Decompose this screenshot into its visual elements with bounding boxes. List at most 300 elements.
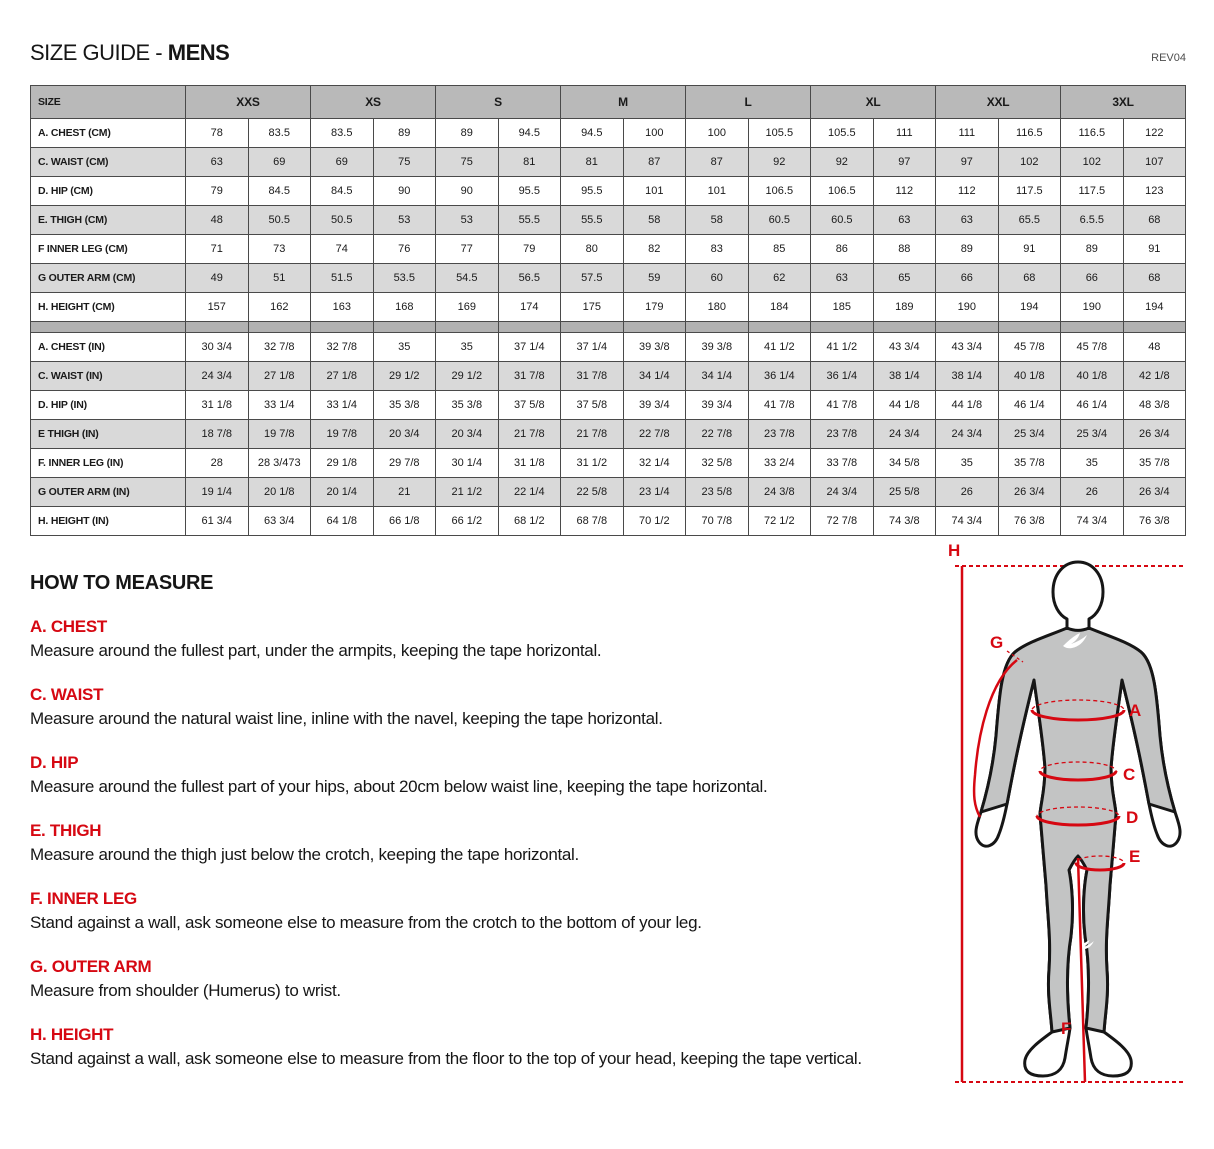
measure-heading: D. HIP (30, 753, 79, 772)
size-cell: 62 (748, 264, 811, 293)
size-cell: 117.5 (1061, 177, 1124, 206)
size-cell: 66 1/2 (436, 507, 499, 536)
size-cell: 24 3/4 (873, 420, 936, 449)
how-to-measure-section (30, 572, 935, 1070)
size-cell: 41 7/8 (811, 391, 874, 420)
row-label: C. WAIST (CM) (31, 148, 186, 177)
size-header: XXL (936, 86, 1061, 119)
size-header: S (436, 86, 561, 119)
size-cell: 76 3/8 (1123, 507, 1186, 536)
size-cell: 66 (936, 264, 999, 293)
size-cell: 180 (686, 293, 749, 322)
size-cell: 82 (623, 235, 686, 264)
size-cell: 31 1/8 (186, 391, 249, 420)
size-cell: 169 (436, 293, 499, 322)
size-cell: 50.5 (248, 206, 311, 235)
size-cell: 66 1/8 (373, 507, 436, 536)
size-cell: 29 1/2 (373, 362, 436, 391)
size-cell: 37 5/8 (498, 391, 561, 420)
size-cell: 89 (1061, 235, 1124, 264)
size-cell: 116.5 (1061, 119, 1124, 148)
table-row (31, 449, 1186, 478)
size-cell: 53 (373, 206, 436, 235)
size-cell: 64 1/8 (311, 507, 374, 536)
row-label: F. INNER LEG (IN) (31, 449, 186, 478)
size-cell: 51.5 (311, 264, 374, 293)
measure-section (30, 685, 935, 730)
size-cell: 194 (1123, 293, 1186, 322)
separator-cell (373, 322, 436, 333)
size-cell: 68 7/8 (561, 507, 624, 536)
size-cell: 107 (1123, 148, 1186, 177)
size-cell: 70 1/2 (623, 507, 686, 536)
figure-label-e: E (1129, 847, 1141, 866)
size-cell: 58 (623, 206, 686, 235)
measure-text: Stand against a wall, ask someone else to measure from the crotch to the bottom of your leg. (30, 913, 702, 932)
size-cell: 32 7/8 (311, 333, 374, 362)
table-row (31, 264, 1186, 293)
size-header: XXS (186, 86, 311, 119)
size-cell: 23 7/8 (811, 420, 874, 449)
measure-heading: A. CHEST (30, 617, 107, 636)
unit-separator-row (31, 322, 1186, 333)
size-cell: 18 7/8 (186, 420, 249, 449)
size-cell: 111 (873, 119, 936, 148)
measure-heading: G. OUTER ARM (30, 957, 152, 976)
size-cell: 35 (436, 333, 499, 362)
size-cell: 89 (936, 235, 999, 264)
separator-cell (248, 322, 311, 333)
size-cell: 74 (311, 235, 374, 264)
figure-label-g: G (990, 633, 1004, 652)
row-label: D. HIP (CM) (31, 177, 186, 206)
size-cell: 105.5 (811, 119, 874, 148)
row-label: D. HIP (IN) (31, 391, 186, 420)
size-cell: 36 1/4 (811, 362, 874, 391)
size-cell: 63 (186, 148, 249, 177)
size-cell: 86 (811, 235, 874, 264)
size-cell: 24 3/4 (811, 478, 874, 507)
size-cell: 41 1/2 (748, 333, 811, 362)
size-cell: 189 (873, 293, 936, 322)
size-cell: 75 (436, 148, 499, 177)
size-cell: 83.5 (248, 119, 311, 148)
size-cell: 23 7/8 (748, 420, 811, 449)
size-cell: 123 (1123, 177, 1186, 206)
size-cell: 20 1/8 (248, 478, 311, 507)
table-row (31, 119, 1186, 148)
size-cell: 91 (998, 235, 1061, 264)
size-cell: 74 3/8 (873, 507, 936, 536)
separator-cell (748, 322, 811, 333)
size-cell: 29 7/8 (373, 449, 436, 478)
measure-text: Stand against a wall, ask someone else to measure from the floor to the top of your head, keeping the tape vertical. (30, 1049, 862, 1068)
size-cell: 68 1/2 (498, 507, 561, 536)
size-cell: 85 (748, 235, 811, 264)
size-cell: 31 1/2 (561, 449, 624, 478)
measure-section (30, 889, 935, 934)
size-cell: 51 (248, 264, 311, 293)
size-cell: 26 (1061, 478, 1124, 507)
size-cell: 60.5 (748, 206, 811, 235)
size-cell: 34 1/4 (686, 362, 749, 391)
page-title-gender: MENS (167, 40, 230, 65)
size-cell: 70 7/8 (686, 507, 749, 536)
size-cell: 22 1/4 (498, 478, 561, 507)
size-cell: 20 3/4 (436, 420, 499, 449)
size-cell: 87 (686, 148, 749, 177)
measure-heading: F. INNER LEG (30, 889, 137, 908)
measure-text: Measure around the thigh just below the crotch, keeping the tape horizontal. (30, 845, 579, 864)
size-cell: 22 7/8 (623, 420, 686, 449)
row-label: H. HEIGHT (IN) (31, 507, 186, 536)
size-header: 3XL (1061, 86, 1186, 119)
size-cell: 33 2/4 (748, 449, 811, 478)
size-cell: 42 1/8 (1123, 362, 1186, 391)
size-cell: 68 (1123, 264, 1186, 293)
table-row (31, 420, 1186, 449)
size-cell: 46 1/4 (998, 391, 1061, 420)
separator-cell (998, 322, 1061, 333)
size-cell: 68 (998, 264, 1061, 293)
size-cell: 87 (623, 148, 686, 177)
size-cell: 69 (248, 148, 311, 177)
separator-cell (31, 322, 186, 333)
size-cell: 34 5/8 (873, 449, 936, 478)
row-label: E. THIGH (CM) (31, 206, 186, 235)
size-cell: 41 7/8 (748, 391, 811, 420)
table-row (31, 391, 1186, 420)
measure-section (30, 821, 935, 866)
size-cell: 19 1/4 (186, 478, 249, 507)
size-cell: 22 5/8 (561, 478, 624, 507)
size-cell: 27 1/8 (311, 362, 374, 391)
size-cell: 100 (686, 119, 749, 148)
size-cell: 24 3/4 (186, 362, 249, 391)
size-cell: 37 1/4 (561, 333, 624, 362)
size-cell: 163 (311, 293, 374, 322)
size-cell: 95.5 (498, 177, 561, 206)
size-cell: 28 (186, 449, 249, 478)
size-cell: 65.5 (998, 206, 1061, 235)
size-cell: 72 1/2 (748, 507, 811, 536)
separator-cell (811, 322, 874, 333)
size-cell: 190 (1061, 293, 1124, 322)
size-cell: 24 3/8 (748, 478, 811, 507)
row-label: G OUTER ARM (CM) (31, 264, 186, 293)
size-cell: 33 1/4 (248, 391, 311, 420)
size-cell: 44 1/8 (936, 391, 999, 420)
size-cell: 69 (311, 148, 374, 177)
separator-cell (1061, 322, 1124, 333)
size-cell: 97 (936, 148, 999, 177)
size-cell: 26 3/4 (1123, 420, 1186, 449)
row-label: H. HEIGHT (CM) (31, 293, 186, 322)
table-row (31, 206, 1186, 235)
separator-cell (873, 322, 936, 333)
measure-section (30, 617, 935, 662)
size-cell: 39 3/8 (686, 333, 749, 362)
size-cell: 25 3/4 (998, 420, 1061, 449)
row-label: C. WAIST (IN) (31, 362, 186, 391)
size-cell: 35 (1061, 449, 1124, 478)
table-row (31, 235, 1186, 264)
size-cell: 63 (811, 264, 874, 293)
size-cell: 84.5 (248, 177, 311, 206)
separator-cell (311, 322, 374, 333)
size-cell: 53.5 (373, 264, 436, 293)
size-cell: 112 (936, 177, 999, 206)
size-cell: 21 (373, 478, 436, 507)
size-cell: 101 (623, 177, 686, 206)
size-cell: 48 (186, 206, 249, 235)
size-cell: 63 (936, 206, 999, 235)
size-cell: 20 3/4 (373, 420, 436, 449)
size-cell: 106.5 (748, 177, 811, 206)
row-label: F INNER LEG (CM) (31, 235, 186, 264)
size-cell: 74 3/4 (1061, 507, 1124, 536)
size-cell: 75 (373, 148, 436, 177)
page-title (30, 40, 229, 66)
size-cell: 84.5 (311, 177, 374, 206)
size-column-header: SIZE (31, 86, 186, 119)
separator-cell (623, 322, 686, 333)
size-cell: 79 (498, 235, 561, 264)
size-cell: 55.5 (561, 206, 624, 235)
size-header: L (686, 86, 811, 119)
size-cell: 71 (186, 235, 249, 264)
size-cell: 185 (811, 293, 874, 322)
size-cell: 63 3/4 (248, 507, 311, 536)
size-cell: 190 (936, 293, 999, 322)
size-cell: 117.5 (998, 177, 1061, 206)
size-cell: 122 (1123, 119, 1186, 148)
size-cell: 175 (561, 293, 624, 322)
measure-sections (30, 617, 935, 1070)
figure-label-h: H (948, 541, 961, 560)
size-cell: 89 (436, 119, 499, 148)
size-cell: 23 5/8 (686, 478, 749, 507)
size-cell: 26 3/4 (998, 478, 1061, 507)
size-header-row (31, 86, 1186, 119)
size-cell: 53 (436, 206, 499, 235)
size-cell: 74 3/4 (936, 507, 999, 536)
measure-heading: C. WAIST (30, 685, 104, 704)
size-cell: 61 3/4 (186, 507, 249, 536)
measure-text: Measure from shoulder (Humerus) to wrist. (30, 981, 341, 1000)
size-cell: 111 (936, 119, 999, 148)
size-cell: 57.5 (561, 264, 624, 293)
size-cell: 32 7/8 (248, 333, 311, 362)
separator-cell (936, 322, 999, 333)
size-cell: 79 (186, 177, 249, 206)
size-cell: 39 3/4 (623, 391, 686, 420)
size-header: XS (311, 86, 436, 119)
size-cell: 112 (873, 177, 936, 206)
size-cell: 26 (936, 478, 999, 507)
size-cell: 89 (373, 119, 436, 148)
size-cell: 102 (998, 148, 1061, 177)
size-cell: 157 (186, 293, 249, 322)
size-cell: 105.5 (748, 119, 811, 148)
size-cell: 30 3/4 (186, 333, 249, 362)
size-cell: 39 3/4 (686, 391, 749, 420)
figure-label-d: D (1126, 808, 1139, 827)
size-cell: 101 (686, 177, 749, 206)
size-cell: 92 (811, 148, 874, 177)
size-cell: 97 (873, 148, 936, 177)
row-label: A. CHEST (IN) (31, 333, 186, 362)
size-cell: 60.5 (811, 206, 874, 235)
size-cell: 43 3/4 (873, 333, 936, 362)
size-cell: 34 1/4 (623, 362, 686, 391)
table-row (31, 362, 1186, 391)
size-cell: 168 (373, 293, 436, 322)
size-cell: 50.5 (311, 206, 374, 235)
size-cell: 80 (561, 235, 624, 264)
size-cell: 21 1/2 (436, 478, 499, 507)
size-cell: 48 3/8 (1123, 391, 1186, 420)
separator-cell (1123, 322, 1186, 333)
figure-label-c: C (1123, 765, 1136, 784)
size-cell: 162 (248, 293, 311, 322)
table-row (31, 478, 1186, 507)
size-cell: 59 (623, 264, 686, 293)
separator-cell (561, 322, 624, 333)
size-cell: 66 (1061, 264, 1124, 293)
size-cell: 45 7/8 (1061, 333, 1124, 362)
size-cell: 116.5 (998, 119, 1061, 148)
page-header (0, 0, 1214, 66)
size-cell: 24 3/4 (936, 420, 999, 449)
size-cell: 58 (686, 206, 749, 235)
table-row (31, 333, 1186, 362)
size-cell: 81 (561, 148, 624, 177)
size-cell: 91 (1123, 235, 1186, 264)
size-cell: 36 1/4 (748, 362, 811, 391)
size-cell: 21 7/8 (561, 420, 624, 449)
size-cell: 102 (1061, 148, 1124, 177)
size-cell: 65 (873, 264, 936, 293)
size-cell: 73 (248, 235, 311, 264)
size-cell: 26 3/4 (1123, 478, 1186, 507)
size-cell: 92 (748, 148, 811, 177)
size-cell: 55.5 (498, 206, 561, 235)
row-label: A. CHEST (CM) (31, 119, 186, 148)
measure-heading: E. THIGH (30, 821, 102, 840)
size-cell: 35 (936, 449, 999, 478)
row-label: E THIGH (IN) (31, 420, 186, 449)
size-cell: 95.5 (561, 177, 624, 206)
size-cell: 21 7/8 (498, 420, 561, 449)
size-cell: 32 1/4 (623, 449, 686, 478)
size-cell: 31 7/8 (498, 362, 561, 391)
size-cell: 27 1/8 (248, 362, 311, 391)
size-cell: 54.5 (436, 264, 499, 293)
size-cell: 179 (623, 293, 686, 322)
size-cell: 25 5/8 (873, 478, 936, 507)
measure-text: Measure around the natural waist line, inline with the navel, keeping the tape horizontal. (30, 709, 663, 728)
size-cell: 76 (373, 235, 436, 264)
size-cell: 45 7/8 (998, 333, 1061, 362)
size-cell: 22 7/8 (686, 420, 749, 449)
size-cell: 194 (998, 293, 1061, 322)
measure-section (30, 1025, 935, 1070)
size-table (30, 85, 1186, 536)
size-cell: 174 (498, 293, 561, 322)
size-cell: 78 (186, 119, 249, 148)
size-cell: 94.5 (561, 119, 624, 148)
revision-label: REV04 (1151, 52, 1186, 64)
size-cell: 81 (498, 148, 561, 177)
size-cell: 25 3/4 (1061, 420, 1124, 449)
measure-text: Measure around the fullest part, under the armpits, keeping the tape horizontal. (30, 641, 602, 660)
size-cell: 32 5/8 (686, 449, 749, 478)
size-cell: 19 7/8 (248, 420, 311, 449)
size-cell: 35 7/8 (1123, 449, 1186, 478)
size-cell: 38 1/4 (873, 362, 936, 391)
size-cell: 6.5.5 (1061, 206, 1124, 235)
separator-cell (186, 322, 249, 333)
size-cell: 39 3/8 (623, 333, 686, 362)
size-header: M (561, 86, 686, 119)
page-title-prefix: SIZE GUIDE - (30, 40, 168, 65)
size-cell: 35 3/8 (436, 391, 499, 420)
size-cell: 72 7/8 (811, 507, 874, 536)
size-cell: 31 7/8 (561, 362, 624, 391)
size-cell: 31 1/8 (498, 449, 561, 478)
size-cell: 49 (186, 264, 249, 293)
size-cell: 43 3/4 (936, 333, 999, 362)
measure-section (30, 753, 935, 798)
size-cell: 48 (1123, 333, 1186, 362)
size-cell: 38 1/4 (936, 362, 999, 391)
size-cell: 29 1/2 (436, 362, 499, 391)
how-to-measure-title: HOW TO MEASURE (30, 572, 214, 594)
table-row (31, 507, 1186, 536)
figure-label-a: A (1129, 701, 1142, 720)
size-cell: 20 1/4 (311, 478, 374, 507)
size-cell: 46 1/4 (1061, 391, 1124, 420)
measure-section (30, 957, 935, 1002)
size-cell: 94.5 (498, 119, 561, 148)
size-cell: 63 (873, 206, 936, 235)
measure-heading: H. HEIGHT (30, 1025, 114, 1044)
size-cell: 37 1/4 (498, 333, 561, 362)
table-row (31, 148, 1186, 177)
separator-cell (686, 322, 749, 333)
size-cell: 29 1/8 (311, 449, 374, 478)
size-cell: 35 7/8 (998, 449, 1061, 478)
size-cell: 35 3/8 (373, 391, 436, 420)
size-cell: 83 (686, 235, 749, 264)
figure-label-f: F (1061, 1019, 1072, 1038)
suit-silhouette (981, 628, 1175, 1032)
size-cell: 40 1/8 (998, 362, 1061, 391)
size-cell: 77 (436, 235, 499, 264)
size-cell: 68 (1123, 206, 1186, 235)
row-label: G OUTER ARM (IN) (31, 478, 186, 507)
separator-cell (436, 322, 499, 333)
separator-cell (498, 322, 561, 333)
table-row (31, 293, 1186, 322)
size-cell: 56.5 (498, 264, 561, 293)
measure-text: Measure around the fullest part of your hips, about 20cm below waist line, keeping the tape horizontal. (30, 777, 768, 796)
size-cell: 90 (373, 177, 436, 206)
size-cell: 44 1/8 (873, 391, 936, 420)
size-cell: 100 (623, 119, 686, 148)
size-cell: 33 7/8 (811, 449, 874, 478)
